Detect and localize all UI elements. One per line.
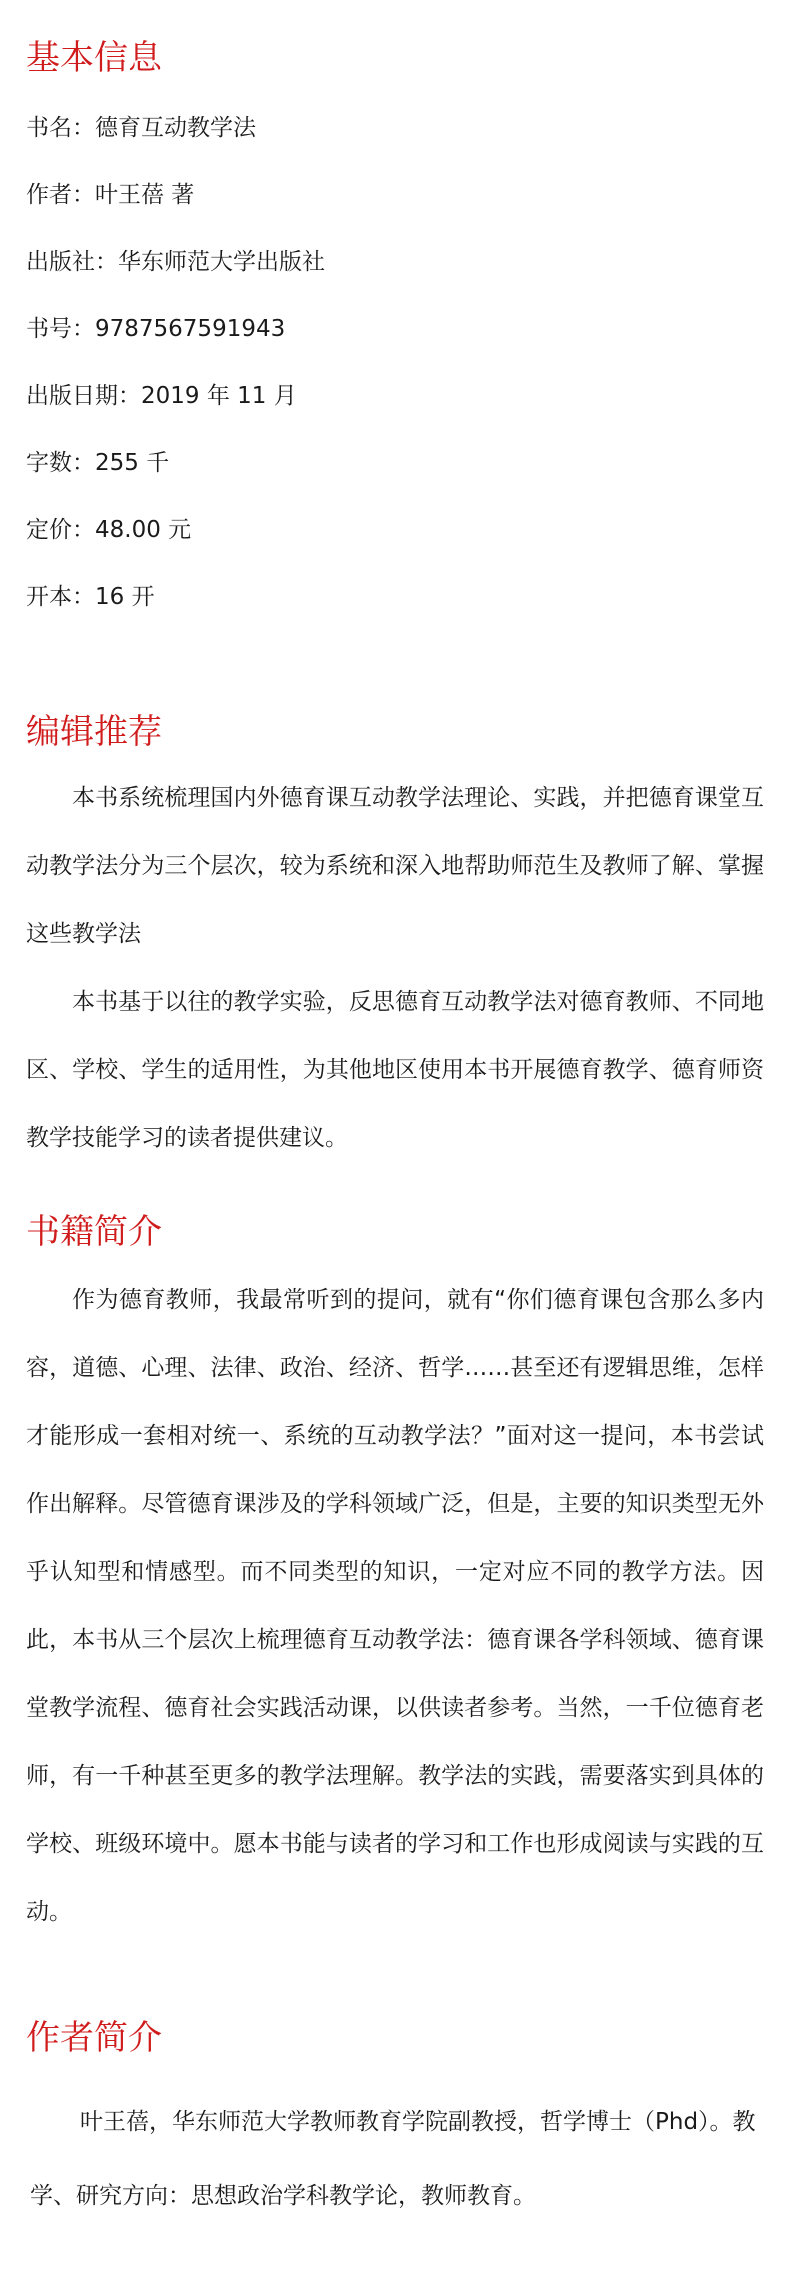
editor-recommend-paragraph-2: 本书基于以往的教学实验，反思德育互动教学法对德育教师、不同地区、学校、学生的适用性，为其他地区使用本书开展德育教学、德育师资教学技能学习的读者提供建议。 [26,989,764,1151]
pub-date-line: 出版日期：2019 年 11 月 [26,383,297,409]
book-intro-paragraph: 作为德育教师，我最常听到的提问，就有“你们德育课包含那么多内容，道德、心理、法律、政治、经济、哲学……甚至还有逻辑思维，怎样才能形成一套相对统一、系统的互动教学法？”面对这一提问，本书尝试作出解释。尽管德育课涉及的学科领域广泛，但是，主要的知识类型无外乎认知型和情感型。而不同类型的知识，一定对应不同的教学方法。因此，本书从三个层次上梳理德育互动教学法：德育课各学科领域、德育课堂教学流程、德育社会实践活动课，以供读者参考。当然，一千位德育老师，有一千种甚至更多的教学法理解。教学法的实践，需要落实到具体的学校、班级环境中。愿本书能与读者的学习和工作也形成阅读与实践的互动。 [26,1287,764,1925]
isbn-line: 书号：9787567591943 [26,316,286,342]
basic-info-heading: 基本信息 [26,38,162,78]
editor-recommend-paragraph-1: 本书系统梳理国内外德育课互动教学法理论、实践，并把德育课堂互动教学法分为三个层次，较为系统和深入地帮助师范生及教师了解、掌握这些教学法 [26,785,764,947]
price-line: 定价：48.00 元 [26,517,192,543]
book-intro-heading: 书籍简介 [26,1212,162,1252]
publisher-line: 出版社：华东师范大学出版社 [26,249,325,275]
author-intro-heading: 作者简介 [26,2018,162,2058]
format-line: 开本：16 开 [26,584,155,610]
editor-recommend-heading: 编辑推荐 [26,712,162,752]
author-intro-paragraph: 叶王蓓，华东师范大学教师教育学院副教授，哲学博士（Phd）。教学、研究方向：思想政治学科教学论，教师教育。 [30,2109,756,2209]
book-name-line: 书名：德育互动教学法 [26,115,256,141]
author-line: 作者：叶王蓓 著 [26,182,195,208]
word-count-line: 字数：255 千 [26,450,170,476]
